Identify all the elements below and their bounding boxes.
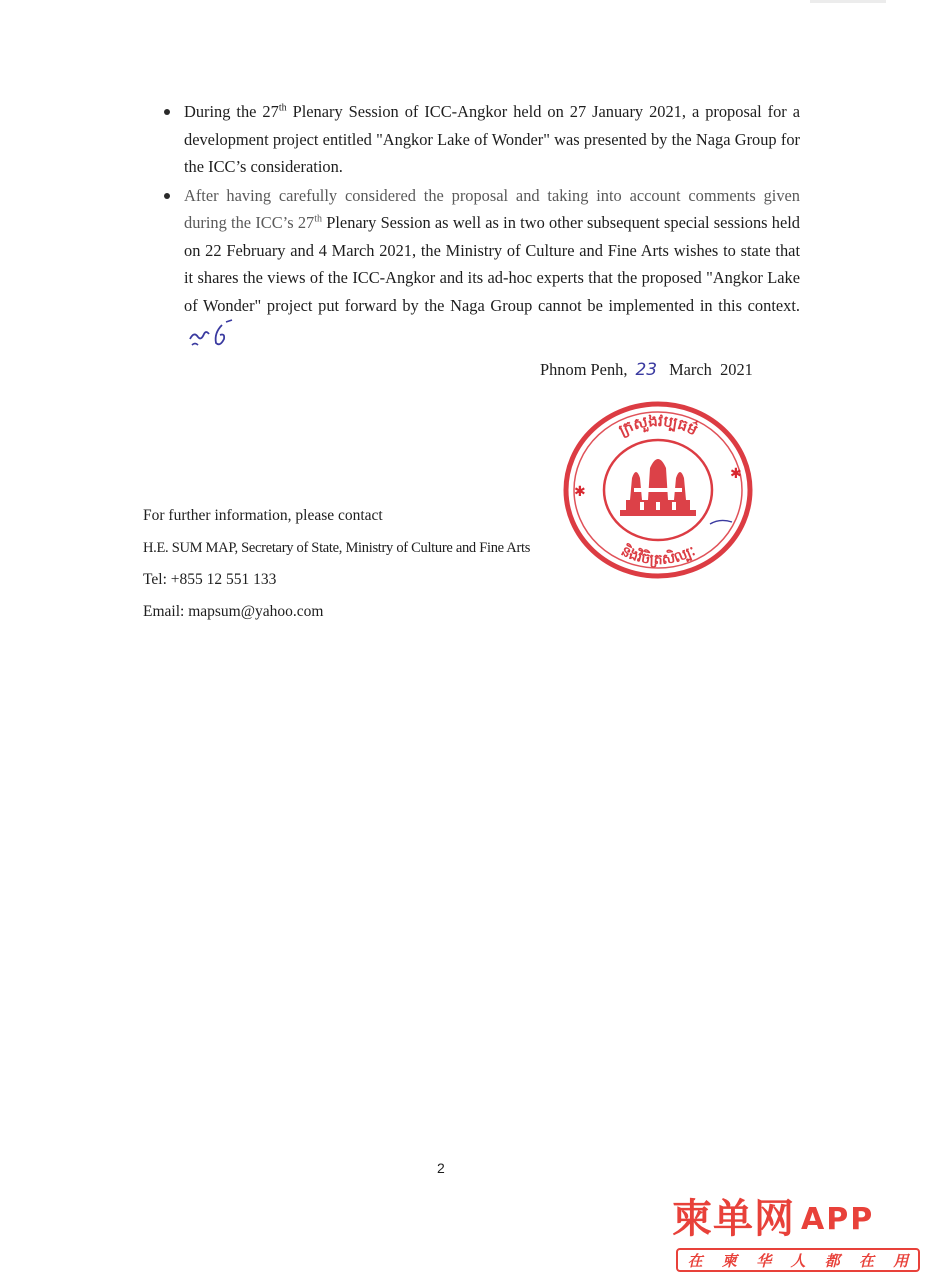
bullet-1-sup: th [278, 102, 287, 114]
seal-star-right: ✱ [730, 466, 742, 482]
contact-name: H.E. SUM MAP, Secretary of State, Ministry of Culture and Fine Arts [143, 540, 531, 556]
dateline-day: 23 [635, 360, 658, 380]
bullet-dot [164, 109, 170, 115]
watermark-brand: 柬单网 [672, 1196, 795, 1242]
slogan-char: 人 [790, 1251, 806, 1270]
bullet-item-2 [160, 182, 800, 350]
contact-block [143, 500, 663, 628]
slogan-char: 华 [756, 1251, 772, 1270]
dateline [540, 360, 753, 380]
slogan-char: 在 [859, 1251, 875, 1270]
contact-intro: For further information, please contact [143, 507, 383, 524]
seal-star-left: ✱ [574, 484, 586, 500]
signature-stroke [710, 520, 732, 524]
handwritten-initials [186, 319, 238, 349]
dateline-month: March [669, 360, 712, 379]
bullet-1-text-pre: During the 27 [184, 102, 279, 121]
watermark-app: APP [801, 1201, 875, 1237]
svg-text:ក្រសួងវប្បធម៌ [616, 412, 701, 440]
watermark-top [672, 1196, 924, 1242]
slogan-char: 用 [893, 1251, 909, 1270]
bullet-2-text-mid: Plenary Session as well as in two other subsequent special sessions held on 22 February and 4 March 2021, the Ministry of Culture and Fine Arts wishes to state that it shares the views of the ICC-Angkor and its ad-hoc experts that the proposed "Angkor Lake of Wonder" project put forward by the Naga Group cannot be implemented in this context. [184, 213, 800, 315]
seal-text-bottom: និងវិចិត្រសិល្បៈ [618, 543, 698, 569]
watermark-logo [672, 1196, 924, 1276]
watermark-slogan [676, 1248, 920, 1272]
contact-email: Email: mapsum@yahoo.com [143, 603, 324, 620]
slogan-char: 都 [824, 1251, 840, 1270]
dateline-year: 2021 [720, 360, 753, 379]
bullet-2-text-lead: After having carefully considered the proposal and taking into account comments given during the ICC’s 27 [184, 185, 800, 232]
contact-tel: Tel: +855 12 551 133 [143, 571, 277, 588]
bullet-2-sup: th [314, 213, 322, 225]
slogan-char: 柬 [721, 1251, 737, 1270]
seal-text-top: ក្រសួងវប្បធម៌ [615, 411, 701, 440]
page-number: 2 [437, 1160, 445, 1176]
scan-artifact [810, 0, 886, 3]
bullet-dot [164, 193, 170, 199]
dateline-city: Phnom Penh, [540, 360, 628, 379]
bullet-item-1 [160, 98, 800, 181]
bullet-list [160, 98, 800, 350]
bullet-1-text-post: Plenary Session of ICC-Angkor held on 27 January 2021, a proposal for a development project entitled "Angkor Lake of Wonder" was presented by the Naga Group for the ICC’s consideration. [184, 102, 801, 176]
slogan-char: 在 [687, 1251, 703, 1270]
